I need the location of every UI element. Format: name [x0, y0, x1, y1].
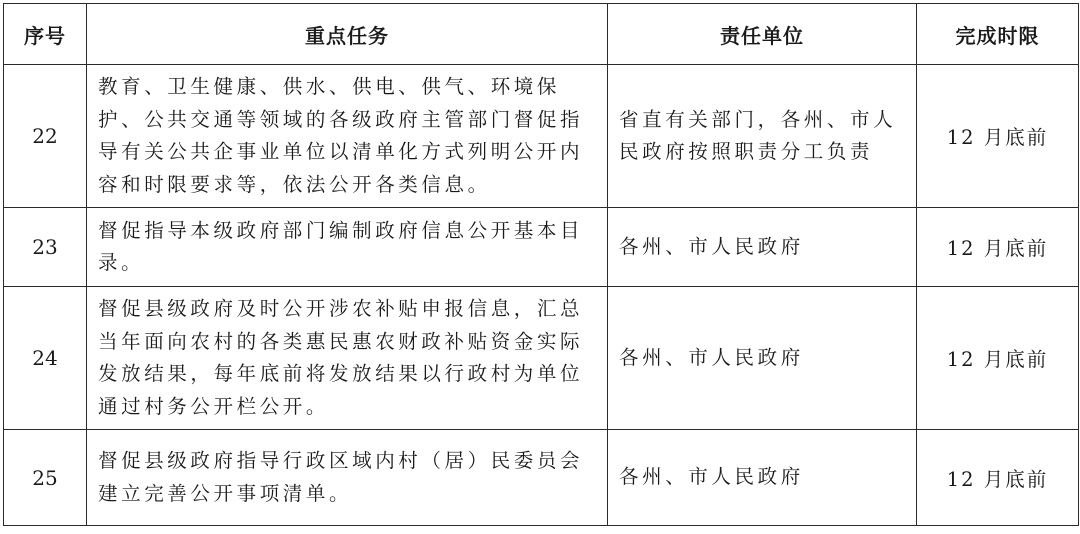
header-seq: 序号: [4, 4, 87, 65]
row-deadline: 12 月底前: [917, 287, 1079, 430]
header-deadline: 完成时限: [917, 4, 1079, 65]
row-deadline: 12 月底前: [917, 208, 1079, 287]
row-unit: 各州、市人民政府: [608, 430, 917, 526]
header-unit: 责任单位: [608, 4, 917, 65]
table-row: [4, 430, 1079, 526]
row-seq: 25: [4, 430, 87, 526]
table-row: [4, 287, 1079, 430]
tasks-table: [3, 3, 1079, 526]
row-deadline: 12 月底前: [917, 65, 1079, 208]
table-row: [4, 65, 1079, 208]
row-task: 督促县级政府指导行政区域内村（居）民委员会建立完善公开事项清单。: [87, 430, 608, 526]
row-seq: 22: [4, 65, 87, 208]
row-unit: 各州、市人民政府: [608, 287, 917, 430]
row-task: 教育、卫生健康、供水、供电、供气、环境保护、公共交通等领域的各级政府主管部门督促指导有关公共企事业单位以清单化方式列明公开内容和时限要求等，依法公开各类信息。: [87, 65, 608, 208]
header-row: [4, 4, 1079, 65]
row-task: 督促县级政府及时公开涉农补贴申报信息，汇总当年面向农村的各类惠民惠农财政补贴资金实际发放结果，每年底前将发放结果以行政村为单位通过村务公开栏公开。: [87, 287, 608, 430]
row-unit: 各州、市人民政府: [608, 208, 917, 287]
table-row: [4, 208, 1079, 287]
row-unit: 省直有关部门，各州、市人民政府按照职责分工负责: [608, 65, 917, 208]
row-task: 督促指导本级政府部门编制政府信息公开基本目录。: [87, 208, 608, 287]
header-task: 重点任务: [87, 4, 608, 65]
row-deadline: 12 月底前: [917, 430, 1079, 526]
row-seq: 23: [4, 208, 87, 287]
row-seq: 24: [4, 287, 87, 430]
